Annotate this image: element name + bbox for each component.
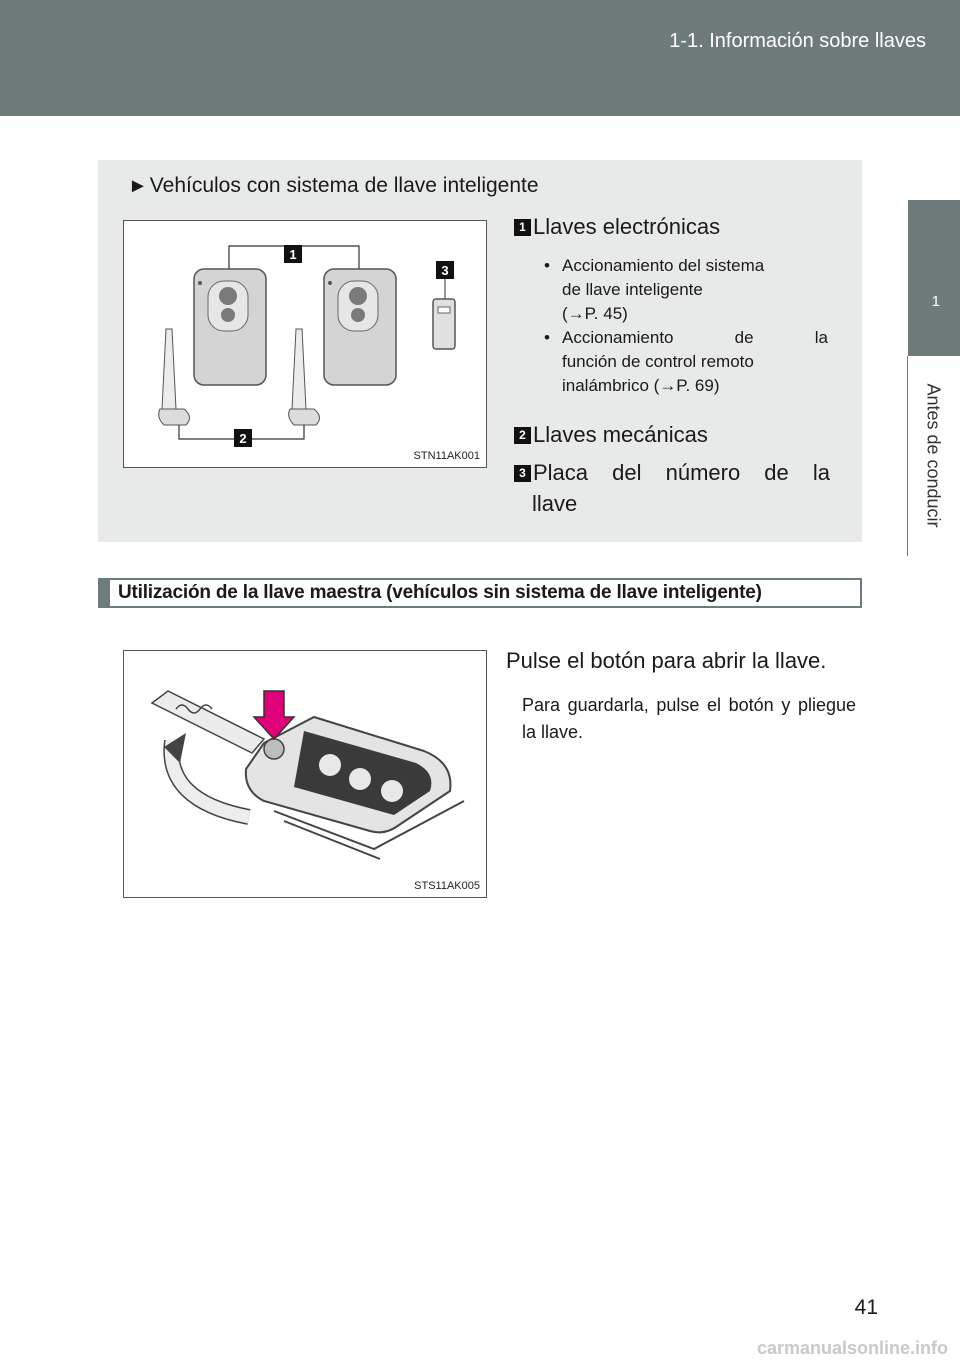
figure-code: STN11AK001 [413, 450, 480, 462]
svg-text:1: 1 [289, 247, 297, 262]
bullet-item [532, 326, 828, 350]
item-title-line2: llave [532, 491, 578, 516]
number-badge: 2 [514, 427, 531, 444]
svg-text:3: 3 [441, 263, 449, 278]
page-number: 41 [854, 1296, 878, 1319]
bullet-dot: • [544, 328, 550, 347]
info-box-heading-text: Vehículos con sistema de llave inteligente [149, 174, 539, 197]
bullet-text: Accionamiento de la [562, 328, 828, 347]
page-reference: inalámbrico (→P. 69) [562, 376, 720, 395]
number-badge: 1 [514, 219, 531, 236]
info-box-heading [128, 174, 539, 198]
master-key-figure [123, 650, 487, 898]
right-pointer-icon: ► [128, 175, 148, 197]
item-title: Llaves mecánicas [533, 422, 708, 447]
chapter-tab [908, 200, 960, 356]
chapter-title-container [907, 370, 959, 540]
item-mechanical-keys [514, 422, 708, 448]
step-note: Para guardarla, pulse el botón y pliegue la llave. [522, 695, 856, 742]
bullet-item [532, 254, 828, 278]
master-key-illustration [124, 651, 486, 897]
bullet-continuation: de llave inteligente [562, 280, 703, 299]
item-title: Llaves electrónicas [533, 214, 721, 239]
watermark: carmanualsonline.info [756, 1338, 948, 1358]
svg-text:2: 2 [239, 431, 247, 446]
number-badge: 3 [514, 465, 531, 482]
smart-keys-illustration [124, 221, 486, 467]
bullet-dot: • [544, 256, 550, 275]
section-heading: Utilización de la llave maestra (vehículos sin sistema de llave inteligente) [118, 582, 762, 603]
section-accent [100, 580, 110, 606]
step-instruction: Pulse el botón para abrir la llave. [506, 648, 827, 673]
section-title: 1-1. Información sobre llaves [669, 30, 926, 52]
section-heading-bar [98, 578, 862, 608]
electronic-keys-bullets [532, 254, 828, 398]
item-key-number-plate [514, 460, 830, 486]
page-reference: (→P. 45) [562, 304, 628, 323]
chapter-number: 1 [931, 293, 940, 310]
item-electronic-keys [514, 214, 720, 240]
chapter-title: Antes de conducir [923, 382, 944, 528]
page-header [0, 0, 960, 116]
bullet-continuation: función de control remoto [562, 352, 754, 371]
smart-keys-figure [123, 220, 487, 468]
item-title: Placa del número de la [533, 460, 830, 485]
bullet-text: Accionamiento del sistema [562, 256, 765, 275]
figure-code: STS11AK005 [414, 880, 480, 892]
